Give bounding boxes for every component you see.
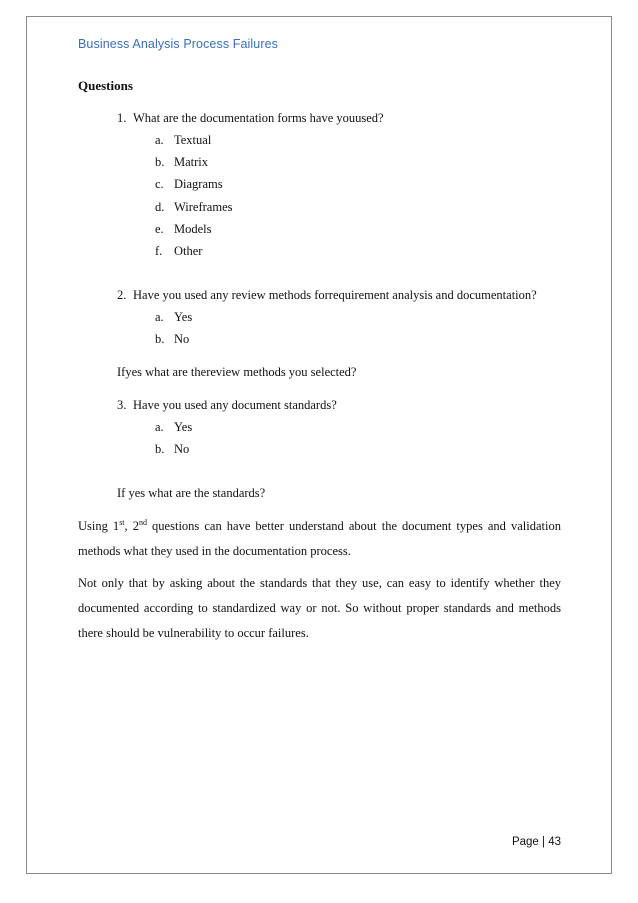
option-letter: e.: [155, 222, 164, 236]
question-number: 1.: [117, 111, 127, 125]
paragraph-text: Using 1: [78, 519, 120, 533]
paragraph-text: , 2: [124, 519, 139, 533]
option-letter: a.: [155, 310, 164, 324]
option-item: [155, 420, 192, 435]
option-item: [155, 442, 189, 457]
option-letter: d.: [155, 200, 165, 214]
option-item: [155, 244, 202, 259]
option-letter: a.: [155, 133, 164, 147]
page-number: Page | 43: [511, 836, 561, 848]
option-letter: f.: [155, 244, 163, 258]
paragraph-2: Not only that by asking about the standards that they use, can easy to identify whether they documented according to standardized way or not. So without proper standards and methods there should be vulnerability to occur failures.: [78, 576, 561, 640]
page-border: [26, 16, 612, 874]
option-letter: c.: [155, 177, 164, 191]
option-text: Other: [174, 244, 203, 258]
option-letter: b.: [155, 332, 165, 346]
option-text: Yes: [174, 420, 193, 434]
followup-question: Ifyes what are thereview methods you selected?: [117, 365, 357, 379]
question-number: 2.: [117, 288, 127, 302]
question-1: [117, 111, 384, 126]
followup-question: If yes what are the standards?: [117, 486, 266, 500]
question-text: Have you used any document standards?: [133, 398, 337, 412]
option-letter: b.: [155, 155, 165, 169]
question-text: Have you used any review methods forrequirement analysis and documentation?: [133, 288, 537, 302]
option-text: Wireframes: [174, 200, 233, 214]
question-2: [117, 288, 537, 303]
section-title: Questions: [78, 78, 133, 93]
option-item: [155, 133, 211, 148]
running-header: Business Analysis Process Failures: [78, 37, 279, 51]
option-text: Models: [174, 222, 212, 236]
option-text: Textual: [174, 133, 212, 147]
paragraph-1: [78, 514, 561, 564]
option-text: Diagrams: [174, 177, 223, 191]
option-item: [155, 310, 192, 325]
option-text: No: [174, 442, 190, 456]
superscript: nd: [138, 517, 147, 527]
option-item: [155, 155, 208, 170]
paragraph-text: questions can have better understand about the document types and validation methods what they used in the documentation process.: [78, 519, 561, 558]
option-item: [155, 332, 189, 347]
option-letter: b.: [155, 442, 165, 456]
question-number: 3.: [117, 398, 127, 412]
option-text: Yes: [174, 310, 193, 324]
superscript: st: [119, 517, 125, 527]
option-item: [155, 177, 223, 192]
question-3: [117, 398, 337, 413]
option-item: [155, 200, 233, 215]
option-text: No: [174, 332, 190, 346]
option-item: [155, 222, 212, 237]
question-text: What are the documentation forms have youused?: [133, 111, 384, 125]
option-letter: a.: [155, 420, 164, 434]
option-text: Matrix: [174, 155, 209, 169]
